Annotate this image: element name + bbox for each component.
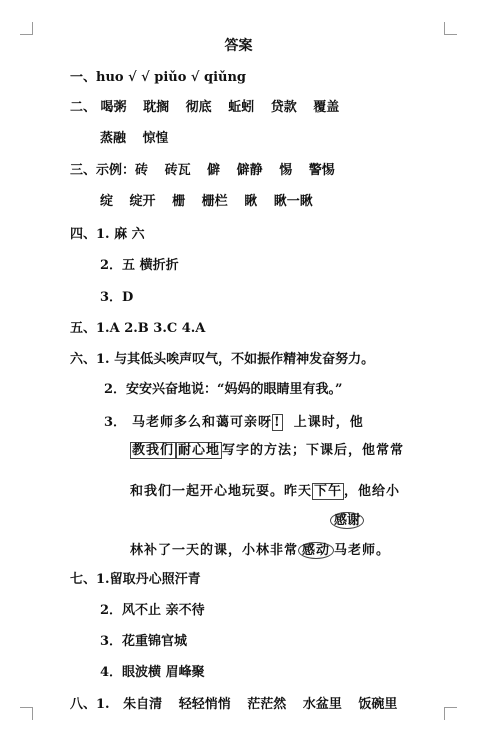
word: 茫茫然 bbox=[247, 697, 287, 712]
punctuation-correction: ! bbox=[274, 415, 281, 430]
section-number: 一、 bbox=[70, 70, 97, 85]
word: 砖 bbox=[135, 163, 149, 178]
example-label: 示例： bbox=[96, 163, 136, 178]
word: 轻轻悄悄 bbox=[178, 697, 231, 712]
passage-text: 林补了一天的课，小林非常 bbox=[130, 543, 299, 558]
section-number: 六、 bbox=[70, 352, 97, 367]
word: 瞅 bbox=[244, 194, 258, 209]
section-number: 三、 bbox=[70, 163, 97, 178]
section-4-item-1: 1. 麻 六 bbox=[96, 227, 145, 242]
section-3-row-2 bbox=[100, 194, 313, 210]
crop-mark bbox=[20, 22, 33, 35]
word-order-correction: 教我们 bbox=[132, 443, 175, 458]
word: 饭碗里 bbox=[358, 697, 398, 712]
section-2 bbox=[70, 100, 339, 116]
section-8 bbox=[70, 697, 397, 713]
word: 绽 bbox=[100, 194, 114, 209]
word: 惊惶 bbox=[142, 131, 169, 146]
passage-text: 写字的方法；下课后，他常常 bbox=[222, 443, 405, 458]
passage-text: ，他给小 bbox=[344, 484, 401, 499]
passage-text: 和我们一起开心地玩耍。昨天 bbox=[130, 484, 313, 499]
section-6-item-2: 2．安安兴奋地说：“妈妈的眼睛里有我。” bbox=[104, 382, 343, 397]
passage-text: 马老师多么和蔼可亲呀 bbox=[132, 415, 273, 430]
page-title: 答案 bbox=[224, 38, 253, 54]
inserted-word bbox=[330, 513, 364, 529]
section-2-row-2 bbox=[100, 131, 169, 147]
word: 僻 bbox=[207, 163, 221, 178]
section-number: 八、 bbox=[70, 697, 97, 712]
section-number: 四、 bbox=[70, 227, 97, 242]
section-4-item-2: 2．五 横折折 bbox=[100, 258, 179, 273]
section-5-answer: 1.A 2.B 3.C 4.A bbox=[96, 321, 206, 336]
section-1 bbox=[70, 70, 246, 86]
word: 僻静 bbox=[236, 163, 263, 178]
section-number: 七、 bbox=[70, 572, 97, 587]
inserted-word-ellipse: 感谢 bbox=[330, 512, 364, 529]
corrected-passage-line-4 bbox=[130, 543, 390, 559]
word: 栅栏 bbox=[201, 194, 228, 209]
section-number: 五、 bbox=[70, 321, 97, 336]
section-7-item-3: 3．花重锦官城 bbox=[100, 634, 188, 649]
word-order-correction: 耐心地 bbox=[178, 443, 221, 458]
word: 绽开 bbox=[129, 194, 156, 209]
word: 蒸融 bbox=[100, 131, 127, 146]
crop-mark bbox=[444, 707, 457, 720]
section-6-item-3-number: 3． bbox=[104, 415, 127, 430]
section-7 bbox=[70, 572, 201, 588]
word: 砖瓦 bbox=[164, 163, 191, 178]
corrected-passage-line-1 bbox=[132, 415, 364, 431]
section-7-item-1: 1.留取丹心照汗青 bbox=[96, 572, 201, 587]
section-1-answer: huo √ √ piǔo √ qiǔng bbox=[96, 70, 247, 85]
deleted-word-box: 下午 bbox=[314, 484, 343, 499]
word: 彻底 bbox=[185, 100, 212, 115]
passage-text: 马老师。 bbox=[334, 543, 391, 558]
word: 水盆里 bbox=[302, 697, 342, 712]
corrected-passage-line-2 bbox=[130, 443, 404, 459]
section-7-item-2: 2．风不止 亲不待 bbox=[100, 603, 205, 618]
section-4-item-3: 3．D bbox=[100, 290, 134, 305]
item-number: 1. bbox=[96, 697, 110, 712]
word: 警惕 bbox=[308, 163, 335, 178]
replaced-word-circle: 感动 bbox=[298, 542, 334, 559]
section-3 bbox=[70, 163, 335, 179]
section-6-item-1: 1. 与其低头唉声叹气，不如振作精神发奋努力。 bbox=[96, 352, 375, 367]
word: 覆盖 bbox=[313, 100, 340, 115]
word: 蚯蚓 bbox=[228, 100, 255, 115]
corrected-passage-line-3 bbox=[130, 484, 400, 500]
section-4 bbox=[70, 227, 145, 243]
word: 惕 bbox=[279, 163, 293, 178]
word: 瞅一瞅 bbox=[273, 194, 313, 209]
section-6 bbox=[70, 352, 374, 368]
word: 栅 bbox=[172, 194, 186, 209]
word: 朱自清 bbox=[123, 697, 163, 712]
word: 喝粥 bbox=[100, 100, 127, 115]
crop-mark bbox=[20, 707, 33, 720]
crop-mark bbox=[444, 22, 457, 35]
section-5 bbox=[70, 321, 205, 337]
section-number: 二、 bbox=[70, 100, 97, 115]
word: 耽搁 bbox=[143, 100, 170, 115]
passage-text: 上课时，他 bbox=[293, 415, 364, 430]
word: 贷款 bbox=[270, 100, 297, 115]
section-7-item-4: 4．眼波横 眉峰聚 bbox=[100, 665, 205, 680]
